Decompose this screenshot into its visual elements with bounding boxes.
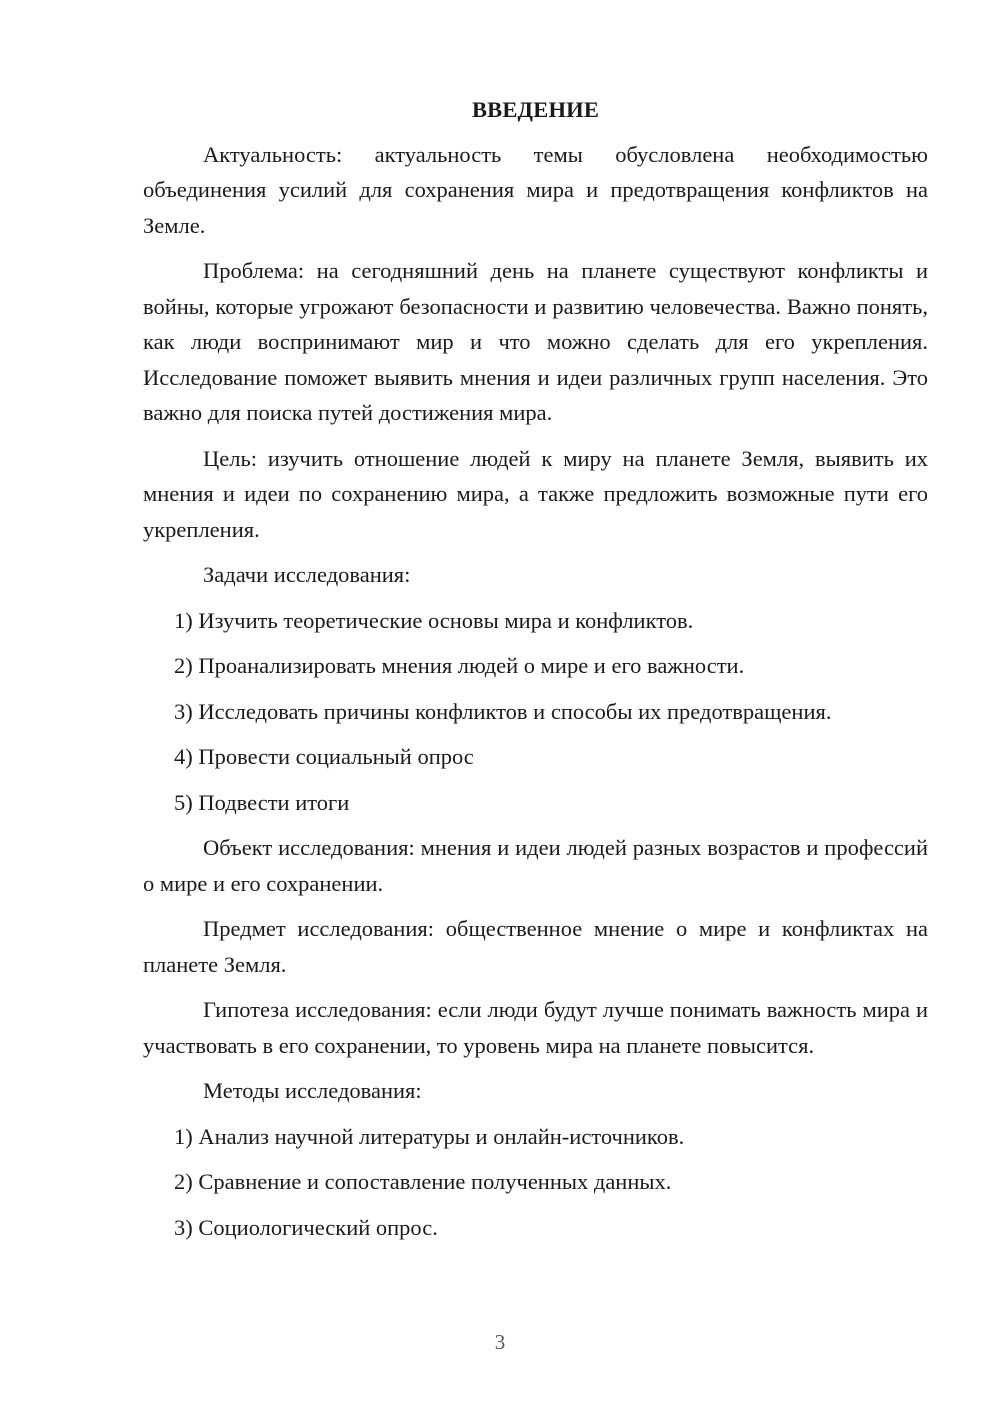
task-item: 1) Изучить теоретические основы мира и конфликтов. xyxy=(174,607,694,633)
document-page xyxy=(143,92,928,1255)
method-item: 2) Сравнение и сопоставление полученных данных. xyxy=(174,1169,672,1194)
goal-paragraph: Цель: изучить отношение людей к миру на планете Земля, выявить их мнения и идеи по сохранению мира, а также предложить возможные пути его укрепления. xyxy=(143,445,928,542)
task-item: 4) Провести социальный опрос xyxy=(174,744,474,769)
problem-paragraph: Проблема: на сегодняшний день на планете существуют конфликты и войны, которые угрожают безопасности и развитию человечества. Важно понять, как люди воспринимают мир и что можно сделать для его укрепления. Исследование поможет выявить мнения и идеи различных групп населения. Это важно для поиска путей достижения мира. xyxy=(143,258,928,425)
task-item: 3) Исследовать причины конфликтов и способы их предотвращения. xyxy=(174,698,832,724)
method-item: 1) Анализ научной литературы и онлайн-источников. xyxy=(174,1123,685,1149)
page-number: 3 xyxy=(494,1330,506,1354)
subject-paragraph: Предмет исследования: общественное мнение о мире и конфликтах на планете Земля. xyxy=(143,916,928,977)
hypothesis-paragraph: Гипотеза исследования: если люди будут лучше понимать важность мира и участвовать в его сохранении, то уровень мира на планете повысится. xyxy=(143,997,928,1058)
tasks-label: Задачи исследования: xyxy=(203,562,411,587)
task-item: 5) Подвести итоги xyxy=(174,789,350,815)
methods-label: Методы исследования: xyxy=(203,1078,422,1103)
section-heading: ВВЕДЕНИЕ xyxy=(471,97,600,122)
task-item: 2) Проанализировать мнения людей о мире и его важности. xyxy=(174,653,745,678)
method-item: 3) Социологический опрос. xyxy=(174,1214,438,1240)
object-paragraph: Объект исследования: мнения и идеи людей разных возрастов и профессий о мире и его сохранении. xyxy=(143,835,928,896)
relevance-paragraph: Актуальность: актуальность темы обусловлена необходимостью объединения усилий для сохранения мира и предотвращения конфликтов на Земле. xyxy=(143,141,928,238)
